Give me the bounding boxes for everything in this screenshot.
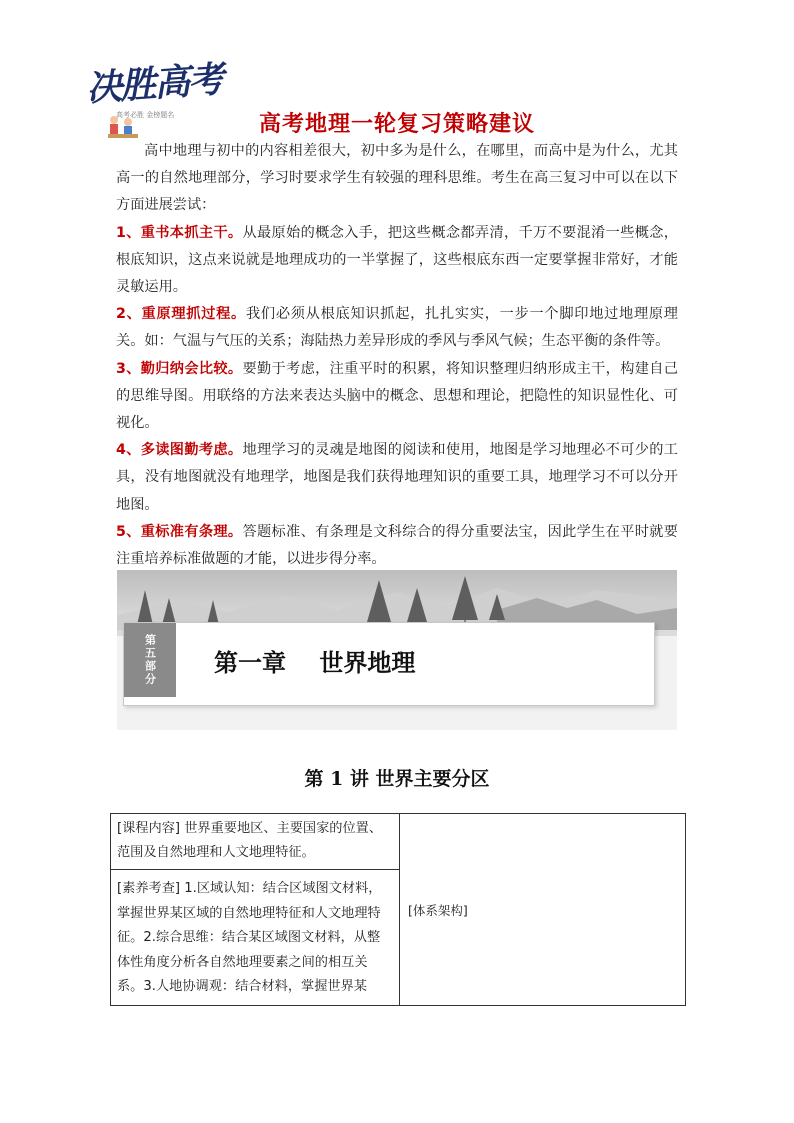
point-text: 要勤于考虑，注重平时的积累，将知识整理归纳形成主干，构建自己的思维导图。用联络的方法来表达头脑中的概念、思想和理论，把隐性的知识显性化、可视化。	[116, 360, 678, 432]
point-heading: 1、重书本抓主干。	[116, 224, 243, 241]
point-text: 答题标准、有条理是文科综合的得分重要法宝，因此学生在平时就要注重培养标准做题的才能，以进步得分率。	[116, 523, 678, 568]
framework-cell: [体系架构]	[408, 902, 468, 918]
part-tag: 第五部分	[124, 623, 176, 697]
point-heading: 5、重标准有条理。	[116, 523, 243, 540]
point-paragraph	[116, 301, 678, 355]
article-body	[116, 138, 678, 573]
course-info-table	[110, 813, 686, 1006]
logo-subtitle: 高考必胜 金榜题名	[116, 111, 175, 119]
point-heading: 2、重原理抓过程。	[116, 306, 246, 323]
course-content-cell: [课程内容] 世界重要地区、主要国家的位置、范围及自然地理和人文地理特征。	[111, 814, 400, 870]
point-heading: 3、勤归纳会比较。	[116, 360, 243, 377]
point-paragraph	[116, 356, 678, 438]
chapter-heading-box	[123, 622, 655, 706]
point-paragraph	[116, 437, 678, 519]
intro-paragraph: 高中地理与初中的内容相差很大，初中多为是什么，在哪里，而高中是为什么，尤其高一的自然地理部分，学习时要求学生有较强的理科思维。考生在高三复习中可以在以下方面进展尝试：	[116, 143, 678, 214]
literacy-cell: [素养考查] 1.区域认知：结合区域图文材料，掌握世界某区域的自然地理特征和人文地理特征。2.综合思维：结合某区域图文材料，从整体性角度分析各自然地理要素之间的相互关系。3.人地协调观：结合材料，掌握世界某	[111, 870, 400, 1006]
point-paragraph	[116, 519, 678, 573]
document-title: 高考地理一轮复习策略建议	[258, 112, 535, 137]
logo-text: 决胜高考	[84, 58, 224, 110]
point-paragraph	[116, 220, 678, 302]
point-text: 地理学习的灵魂是地图的阅读和使用，地图是学习地理必不可少的工具，没有地图就没有地理学，地图是我们获得地理知识的重要工具，地理学习不可以分开地图。	[116, 442, 678, 513]
point-heading: 4、多读图勤考虑。	[116, 442, 243, 459]
lesson-title: 第 1 讲 世界主要分区	[304, 768, 490, 790]
point-text: 我们必须从根底知识抓起，扎扎实实，一步一个脚印地过地理原理关。如：气温与气压的关系；海陆热力差异形成的季风与季风气候；生态平衡的条件等。	[116, 306, 678, 350]
point-text: 从最原始的概念入手，把这些概念都弄清，千万不要混淆一些概念，根底知识，这点来说就是地理成功的一半掌握了，这些根底东西一定要掌握非常好，才能灵敏运用。	[116, 224, 678, 296]
chapter-title: 第一章 世界地理	[214, 649, 416, 677]
